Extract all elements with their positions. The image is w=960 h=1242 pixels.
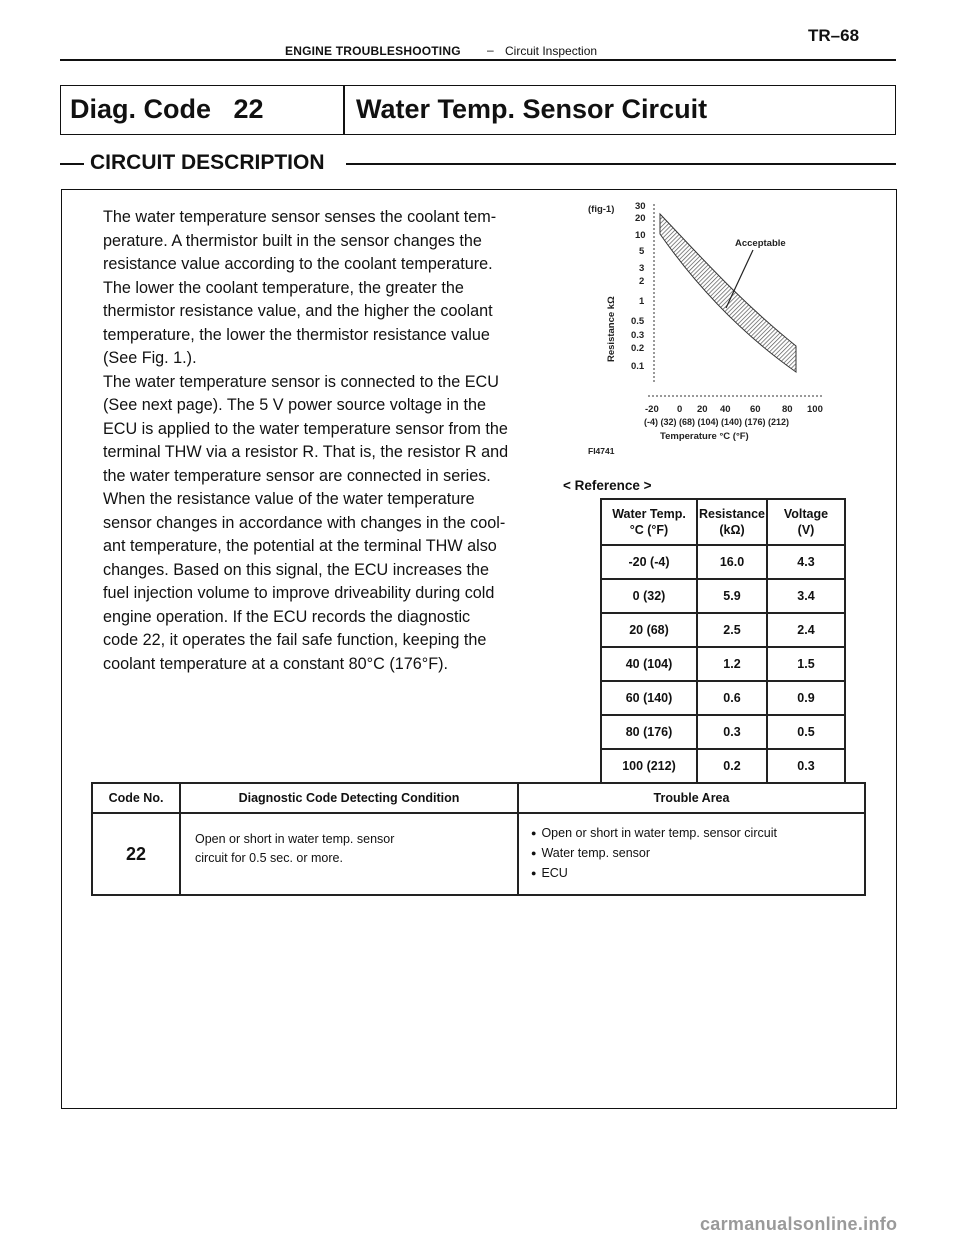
figure-label: (fig-1): [588, 204, 615, 215]
running-header-subsection: Circuit Inspection: [505, 44, 598, 58]
diag-code-title: Diag. Code 22: [70, 94, 264, 124]
cell-voltage: 0.9: [767, 681, 845, 715]
table-row: [92, 813, 865, 895]
table-row: [601, 715, 845, 749]
cell-voltage: 1.5: [767, 647, 845, 681]
y-tick: 20: [635, 213, 646, 224]
description-line: terminal THW via a resistor R. That is, the resistor R and: [103, 443, 509, 461]
y-tick: 0.1: [631, 361, 645, 372]
description-line: (See Fig. 1.).: [103, 349, 197, 367]
col-resistance: Resistance (kΩ): [697, 499, 767, 545]
reference-label: < Reference >: [563, 478, 652, 493]
diagnostic-table: [91, 782, 866, 896]
y-tick: 3: [639, 263, 645, 274]
title-divider: [343, 86, 345, 134]
running-header-section: ENGINE TROUBLESHOOTING: [285, 44, 461, 58]
cell-code: 22: [92, 813, 180, 895]
table-row: [601, 579, 845, 613]
y-tick: 10: [635, 230, 646, 241]
description-line: coolant temperature at a constant 80°C (176°F).: [103, 654, 448, 673]
section-heading: CIRCUIT DESCRIPTION: [90, 151, 325, 174]
cell-temp: 80 (176): [601, 715, 697, 749]
col-water-temp: Water Temp. °C (°F): [601, 499, 697, 545]
description-line: thermistor resistance value, and the higher the coolant: [103, 302, 493, 320]
x-tick: -20: [645, 404, 659, 415]
description-line: resistance value according to the coolant temperature.: [103, 255, 493, 273]
cell-voltage: 2.4: [767, 613, 845, 647]
table-row: [601, 545, 845, 579]
table-row: [601, 613, 845, 647]
table-row: [601, 681, 845, 715]
cell-resistance: 16.0: [697, 545, 767, 579]
x-tick: 40: [720, 404, 731, 415]
y-tick: 30: [635, 201, 646, 212]
y-tick: 1: [639, 296, 645, 307]
description-line: The water temperature sensor senses the coolant tem-: [103, 208, 497, 226]
table-row: [601, 749, 845, 783]
description-line: (See next page). The 5 V power source voltage in the: [103, 396, 487, 414]
cell-voltage: 4.3: [767, 545, 845, 579]
cell-voltage: 3.4: [767, 579, 845, 613]
cell-voltage: 0.5: [767, 715, 845, 749]
cell-temp: -20 (-4): [601, 545, 697, 579]
cell-temp: 100 (212): [601, 749, 697, 783]
description-line: code 22, it operates the fail safe function, keeping the: [103, 631, 487, 649]
y-tick: 0.2: [631, 343, 645, 354]
col-code-no: Code No.: [92, 783, 180, 813]
list-item: ● Open or short in water temp. sensor circuit: [531, 824, 864, 844]
description-line: changes. Based on this signal, the ECU increases the: [103, 560, 490, 579]
col-detecting-condition: Diagnostic Code Detecting Condition: [180, 783, 518, 813]
list-item: ● ECU: [531, 864, 864, 884]
y-tick: 2: [639, 276, 645, 287]
circuit-name-title: Water Temp. Sensor Circuit: [356, 94, 708, 124]
y-tick: 0.3: [631, 330, 645, 341]
cell-resistance: 1.2: [697, 647, 767, 681]
cell-resistance: 5.9: [697, 579, 767, 613]
list-item: ● Water temp. sensor: [531, 844, 864, 864]
description-line: When the resistance value of the water temperature: [103, 490, 475, 508]
cell-temp: 60 (140): [601, 681, 697, 715]
y-axis-label: Resistance kΩ: [606, 296, 617, 362]
cell-temp: 20 (68): [601, 613, 697, 647]
header-rule: [60, 59, 896, 61]
figure-id: FI4741: [588, 446, 615, 456]
x-tick-fahrenheit: (-4) (32) (68) (104) (140) (176) (212): [644, 417, 790, 427]
y-tick: 0.5: [631, 316, 645, 327]
cell-resistance: 0.6: [697, 681, 767, 715]
cell-resistance: 0.2: [697, 749, 767, 783]
col-trouble-area: Trouble Area: [518, 783, 865, 813]
reference-header-row: [601, 499, 845, 545]
watermark: carmanualsonline.info: [700, 1214, 898, 1234]
cell-voltage: 0.3: [767, 749, 845, 783]
circuit-description: [103, 206, 519, 676]
description-line: ECU is applied to the water temperature sensor from the: [103, 419, 508, 438]
description-line: fuel injection volume to improve driveability during cold: [103, 584, 495, 602]
cell-resistance: 2.5: [697, 613, 767, 647]
condition-line: circuit for 0.5 sec. or more.: [195, 851, 343, 865]
description-line: engine operation. If the ECU records the diagnostic: [103, 607, 471, 626]
description-line: perature. A thermistor built in the sensor changes the: [103, 231, 482, 250]
cell-trouble-area: [518, 813, 865, 895]
cell-condition: [180, 813, 518, 895]
acceptable-annotation: Acceptable: [735, 238, 786, 249]
resistance-graph: [560, 196, 850, 460]
description-line: The water temperature sensor is connected to the ECU: [103, 372, 499, 391]
x-tick: 80: [782, 404, 793, 415]
x-tick: 100: [807, 404, 823, 415]
description-line: the water temperature sensor are connected in series.: [103, 466, 491, 485]
x-tick: 60: [750, 404, 761, 415]
section-rule-right: [346, 163, 896, 165]
reference-table: [600, 498, 846, 784]
x-tick: 20: [697, 404, 708, 415]
section-rule-left: [60, 163, 84, 165]
description-line: sensor changes in accordance with changes in the cool-: [103, 513, 506, 532]
running-header-separator: –: [487, 43, 494, 57]
y-tick: 5: [639, 246, 645, 257]
x-axis-label: Temperature °C (°F): [660, 431, 749, 442]
cell-resistance: 0.3: [697, 715, 767, 749]
diagnostic-header-row: [92, 783, 865, 813]
cell-temp: 40 (104): [601, 647, 697, 681]
description-line: ant temperature, the potential at the terminal THW also: [103, 537, 497, 555]
cell-temp: 0 (32): [601, 579, 697, 613]
table-row: [601, 647, 845, 681]
description-line: The lower the coolant temperature, the greater the: [103, 278, 464, 297]
page-number: TR–68: [808, 26, 860, 45]
x-tick: 0: [677, 404, 683, 415]
col-voltage: Voltage (V): [767, 499, 845, 545]
description-line: temperature, the lower the thermistor resistance value: [103, 325, 490, 344]
condition-line: Open or short in water temp. sensor: [195, 832, 395, 846]
